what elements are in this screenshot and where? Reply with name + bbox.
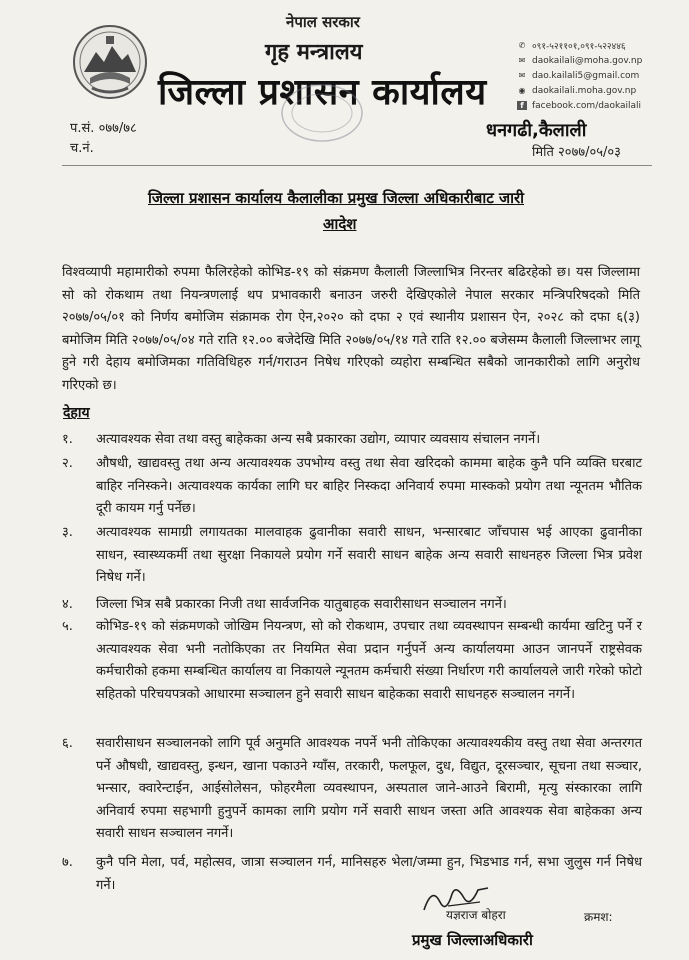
contact-facebook — [517, 98, 677, 113]
reference-number: प.सं. ०७७/७८ — [70, 121, 137, 136]
office-stamp-icon — [262, 78, 382, 148]
document-date: मिति २०७७/०५/०३ — [532, 145, 621, 160]
government-name: नेपाल सरकार — [286, 13, 360, 31]
item-text: जिल्ला भित्र सबै प्रकारका निजी तथा सार्वजनिक यातुबाहक सवारीसाधन सञ्चालन नगर्ने। — [96, 597, 507, 612]
office-title: जिल्ला प्रशासन कार्यालय — [158, 72, 487, 113]
ministry-name: गृह मन्त्रालय — [265, 40, 363, 65]
continued-note: क्रमश: — [584, 910, 613, 924]
item-text: अत्यावश्यक सेवा तथा वस्तु बाहेकका अन्य सबै प्रकारका उद्योग, व्यापार व्यवसाय संचालन नगर्ने। — [96, 432, 541, 447]
contact-text: daokailali@moha.gov.np — [532, 55, 643, 66]
signer-title: प्रमुख जिल्लाअधिकारी — [412, 931, 533, 949]
contact-text: facebook.com/daokailali — [532, 100, 642, 111]
phone-icon: ✆ — [518, 41, 526, 50]
item-number: १. — [62, 432, 73, 447]
order-body: विश्वव्यापी महामारीको रुपमा फैलिरहेको कोभिड-१९ को संक्रमण कैलाली जिल्लाभित्र निरन्तर बढिरहेको छ। यस जिल्लामा सो को रोकथाम तथा नियन्त्रणलाई थप प्रभावकारी बनाउन जरुरी देखिएकोले नेपाल सरकार मन्त्रिपरिषदको मिति २०७७/०५/०१ को निर्णय बमोजिम संक्रामक रोग ऐन,२०२० को दफा २ एवं स्थानीय प्रशासन ऐन, २०२८ को दफा ६(३) बमोजिम मिति २०७७/०५/०४ गते राति १२.०० बजेदेखि मिति २०७७/०५/१४ गते राति १२.०० बजेसम्म कैलाली जिल्लाभर लागू हुने गरी देहाय बमोजिमका गतिविधिहरु गर्न/गराउन निषेध गरिएको व्यहोरा सम्बन्धित सबैको जानकारीको लागि अनुरोध गरिएको छ। — [62, 265, 640, 393]
item-number: ५. — [62, 619, 73, 634]
contact-block — [517, 38, 677, 113]
item-number: २. — [62, 456, 73, 471]
order-item — [62, 453, 642, 521]
nepal-emblem-icon — [70, 22, 150, 102]
mail-icon: ✉ — [518, 56, 526, 65]
item-number: ३. — [62, 525, 73, 540]
contact-phone — [517, 38, 677, 53]
header-divider — [62, 165, 652, 166]
item-number: ७. — [62, 855, 73, 870]
item-number: ६. — [62, 736, 73, 751]
signer-name: यज्ञराज बोहरा — [446, 908, 506, 922]
list-label: देहाय — [63, 405, 90, 421]
order-item — [62, 522, 642, 590]
order-item — [62, 616, 642, 706]
contact-email-1 — [517, 53, 677, 68]
globe-icon: ◉ — [518, 86, 526, 95]
order-item — [62, 429, 642, 452]
item-number: ४. — [62, 597, 73, 612]
contact-website — [517, 83, 677, 98]
mail-icon: ✉ — [518, 71, 526, 80]
office-location: धनगढी,कैलाली — [486, 120, 587, 141]
item-text: अत्यावश्यक सामाग्री लगायतका मालवाहक ढुवानीका सवारी साधन, भन्सारबाट जाँचपास भई आएका ढुवानीका साधन, स्वास्थ्यकर्मी तथा सुरक्षा निकायले प्रयोग गर्ने सवारी साधन बाहेक अन्य सवारी साधनहरु जिल्ला भित्र प्रवेश निषेध गर्ने। — [96, 525, 642, 585]
contact-text: ०९१-५२११०१,०९१-५२२४४६ — [532, 42, 626, 52]
item-text: सवारीसाधन सञ्चालनको लागि पूर्व अनुमति आवश्यक नपर्ने भनी तोकिएका अत्यावश्यकीय वस्तु तथा सेवा अन्तरगत पर्ने औषधी, खाद्यवस्तु, इन्धन, खाना पकाउने ग्याँस, तरकारी, फलफूल, दुध, विद्युत, दूरसञ्चार, सूचना तथा सञ्चार, भन्सार, क्वारेन्टाईन, आईसोलेसन, फोहरमैला व्यवस्थापन, अस्पताल जाने-आउने बिरामी, मृत्यु संस्कारका लागि अनिवार्य रुपमा सहभागी हुनुपर्ने कामका लागि प्रयोग गर्ने सवारी साधन जस्ता अति आवश्यक सेवा बाहेकका अन्य सवारी साधन सञ्चालन नगर्ने। — [96, 736, 642, 841]
item-text: कुनै पनि मेला, पर्व, महोत्सव, जात्रा सञ्चालन गर्न, मानिसहरु भेला/जम्मा हुन, भिडभाड गर्न, सभा जुलुस गर्न निषेध गर्ने। — [96, 855, 642, 893]
facebook-icon: f — [517, 101, 527, 110]
order-subheading: आदेश — [323, 215, 357, 233]
order-item — [62, 733, 642, 846]
order-item — [62, 594, 642, 617]
item-text: कोभिड-१९ को संक्रमणको जोखिम नियन्त्रण, सो को रोकथाम, उपचार तथा व्यवस्थापन सम्बन्धी कार्यमा खटिनु पर्ने र अत्यावश्यक सेवा भनी नतोकिएका तर नियमित सेवा प्रदान गर्नुपर्ने अन्य कार्यालयमा आउन जानपर्ने राष्ट्रसेवक कर्मचारीको हकमा सम्बन्धित कार्यालय वा निकायले न्यूनतम कर्मचारी संख्या निर्धारण गरी कार्यालयले जारी गरेको फोटो सहितको परिचयपत्रको आधारमा सञ्चालन हुने सवारी साधन बाहेकका सवारी साधनहरु सञ्चालन नगर्ने। — [96, 619, 642, 702]
contact-text: dao.kailali5@gmail.com — [532, 70, 640, 81]
order-item — [62, 852, 642, 897]
order-heading: जिल्ला प्रशासन कार्यालय कैलालीका प्रमुख जिल्ला अधिकारीबाट जारी — [148, 189, 525, 207]
contact-email-2 — [517, 68, 677, 83]
contact-text: daokailali.moha.gov.np — [532, 85, 637, 96]
item-text: औषधी, खाद्यवस्तु तथा अन्य अत्यावश्यक उपभोग्य वस्तु तथा सेवा खरिदको काममा बाहेक कुनै पनि व्यक्ति घरबाट बाहिर ननिस्कने। अत्यावश्यक कार्यका लागि घर बाहिर निस्कदा अनिवार्य रुपमा मास्कको प्रयोग तथा न्यूनतम भौतिक दूरी कायम गर्नु पर्नेछ। — [96, 456, 642, 516]
dispatch-number: च.नं. — [70, 141, 94, 156]
